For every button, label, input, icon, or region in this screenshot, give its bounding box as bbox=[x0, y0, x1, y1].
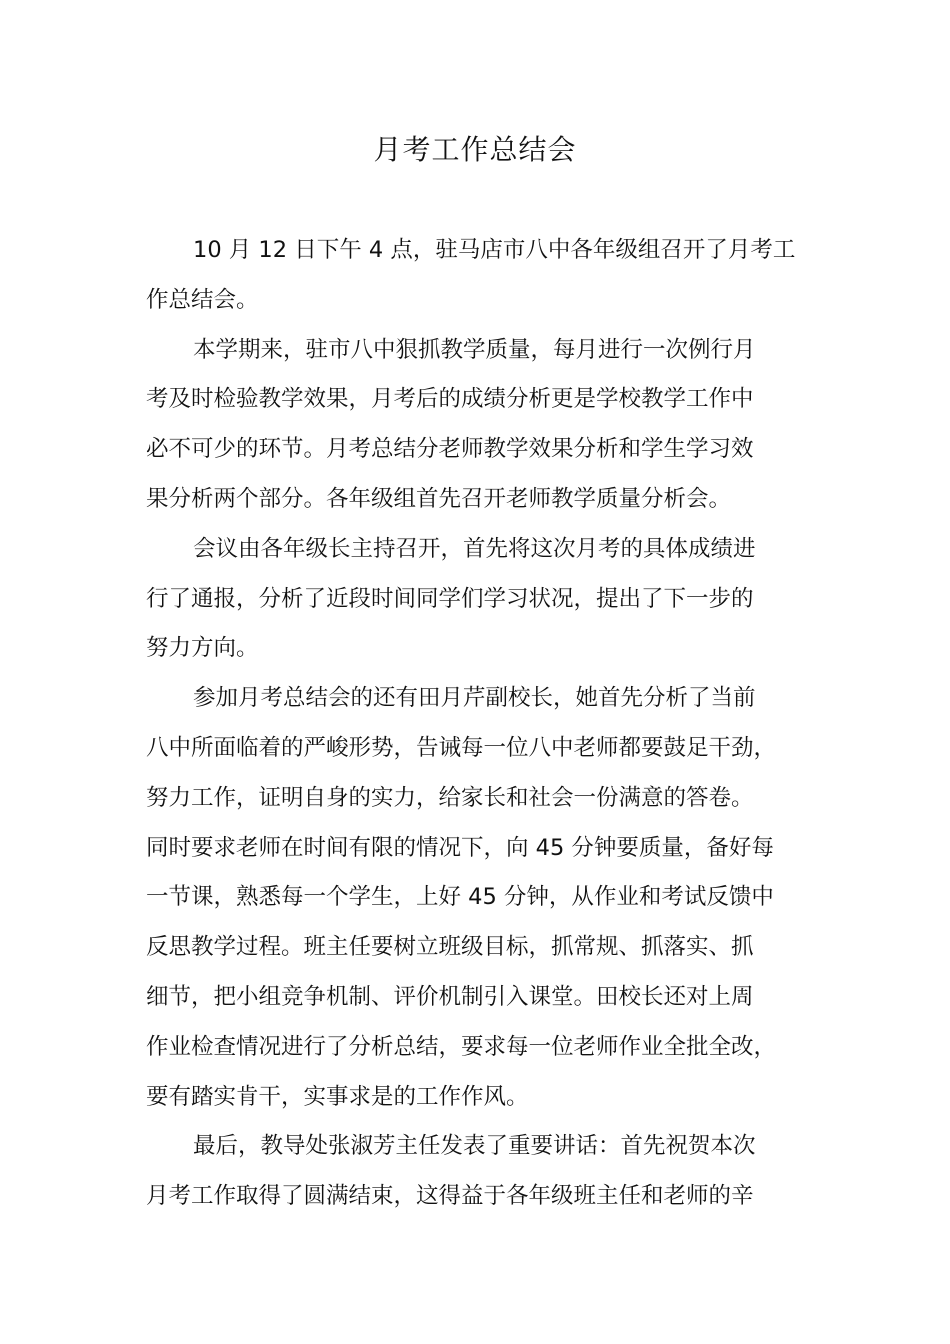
paragraph-4-line-3: 努力工作，证明自身的实力，给家长和社会一份满意的答卷。 bbox=[146, 784, 754, 811]
paragraph-4-line-8: 作业检查情况进行了分析总结，要求每一位老师作业全批全改， bbox=[146, 1033, 777, 1060]
paragraph-4-line-2: 八中所面临着的严峻形势，告诫每一位八中老师都要鼓足干劲， bbox=[146, 734, 777, 761]
paragraph-4-line-6: 反思教学过程。班主任要树立班级目标，抓常规、抓落实、抓 bbox=[146, 934, 754, 961]
document-body bbox=[146, 230, 820, 1226]
paragraph-3-line-1: 会议由各年级长主持召开，首先将这次月考的具体成绩进 bbox=[193, 535, 756, 562]
document-title: 月考工作总结会 bbox=[373, 133, 577, 166]
paragraph-1-line-2: 作总结会。 bbox=[146, 286, 259, 313]
paragraph-2-line-4: 果分析两个部分。各年级组首先召开老师教学质量分析会。 bbox=[146, 485, 732, 512]
paragraph-4-line-1: 参加月考总结会的还有田月芹副校长，她首先分析了当前 bbox=[193, 685, 756, 712]
paragraph-3-line-2: 行了通报，分析了近段时间同学们学习状况，提出了下一步的 bbox=[146, 585, 754, 612]
paragraph-1-line-1: 10 月 12 日下午 4 点，驻马店市八中各年级组召开了月考工 bbox=[193, 237, 796, 263]
paragraph-4-line-7: 细节，把小组竞争机制、评价机制引入课堂。田校长还对上周 bbox=[146, 983, 754, 1010]
paragraph-5-line-2: 月考工作取得了圆满结束，这得益于各年级班主任和老师的辛 bbox=[146, 1183, 754, 1210]
paragraph-2-line-2: 考及时检验教学效果，月考后的成绩分析更是学校教学工作中 bbox=[146, 386, 754, 413]
paragraph-2-line-1: 本学期来，驻市八中狠抓教学质量，每月进行一次例行月 bbox=[193, 336, 756, 363]
paragraph-4-line-4: 同时要求老师在时间有限的情况下，向 45 分钟要质量，备好每 bbox=[146, 834, 774, 861]
paragraph-2-line-3: 必不可少的环节。月考总结分老师教学效果分析和学生学习效 bbox=[146, 436, 754, 463]
paragraph-4-line-9: 要有踏实肯干，实事求是的工作作风。 bbox=[146, 1083, 529, 1110]
paragraph-4-line-5: 一节课，熟悉每一个学生，上好 45 分钟，从作业和考试反馈中 bbox=[146, 884, 774, 911]
paragraph-5-line-1: 最后，教导处张淑芳主任发表了重要讲话：首先祝贺本次 bbox=[193, 1133, 756, 1160]
paragraph-3-line-3: 努力方向。 bbox=[146, 635, 259, 662]
